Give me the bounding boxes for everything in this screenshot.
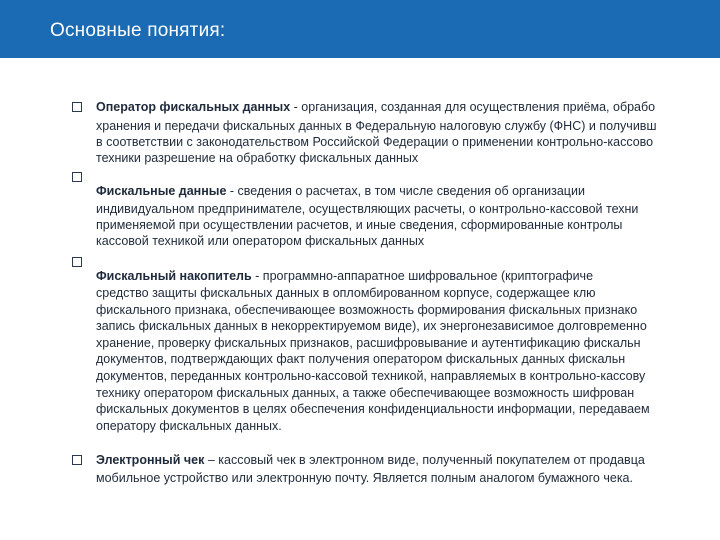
definition-term: Оператор фискальных данных [96,100,291,114]
definition-text: – кассовый чек в электронном виде, полученный покупателем от продавца [204,453,645,467]
definition-line: индивидуальном предпринимателе, осуществляющих расчеты, о контрольно-кассовой техни [96,202,639,216]
definition-line: фискального признака, обеспечивающее возможность формирования фискальных признако [96,303,638,317]
definition-line: документов, переданных контрольно-кассовой техникой, направляемых в контрольно-кассову [96,369,646,383]
definition-line [96,452,645,468]
definition-line: в соответствии с законодательством Российской Федерации о применении контрольно-кассово [96,135,654,149]
definition-line: мобильное устройство или электронную почту. Является полным аналогом бумажного чека. [96,471,633,485]
checkbox-bullet-icon [72,102,82,112]
definition-line: средство защиты фискальных данных в опломбированном корпусе, содержащее клю [96,286,596,300]
definition-text: - программно-аппаратное шифровальное (криптографиче [251,269,594,283]
definition-line: техники разрешение на обработку фискальных данных [96,151,419,165]
definition-line [96,268,593,284]
definition-line: хранение, проверку фискальных признаков, расшифровывание и аутентификацию фискальн [96,336,641,350]
checkbox-bullet-icon [72,172,82,182]
definition-term: Электронный чек [96,453,205,467]
definition-line: хранения и передачи фискальных данных в Федеральную налоговую службу (ФНС) и получивш [96,119,657,133]
definition-line: применяемой при осуществлении расчетов, и иные сведения, сформированные контролы [96,218,623,232]
definition-line: документов, подтверждающих факт получения оператором фискальных данных фискальн [96,352,626,366]
definition-line: фискальных документов в целях обеспечения конфиденциальности информации, передаваем [96,402,650,416]
definition-text: - организация, созданная для осуществления приёма, обрабо [290,100,656,114]
definition-line: запись фискальных данных в некорректируемом виде), их энергонезависимое долговременно [96,319,647,333]
definition-line: кассовой техникой или оператором фискальных данных [96,234,425,248]
definition-term: Фискальные данные [96,184,227,198]
definition-line [96,99,655,115]
definition-term: Фискальный накопитель [96,269,252,283]
checkbox-bullet-icon [72,455,82,465]
definition-line: технику оператором фискальных данных, а также обеспечивающее возможность шифрован [96,386,635,400]
definition-line: оператору фискальных данных. [96,419,282,433]
definition-line [96,183,585,199]
slide-title: Основные понятия: [50,20,226,41]
checkbox-bullet-icon [72,257,82,267]
definition-text: - сведения о расчетах, в том числе сведения об организации [226,184,585,198]
